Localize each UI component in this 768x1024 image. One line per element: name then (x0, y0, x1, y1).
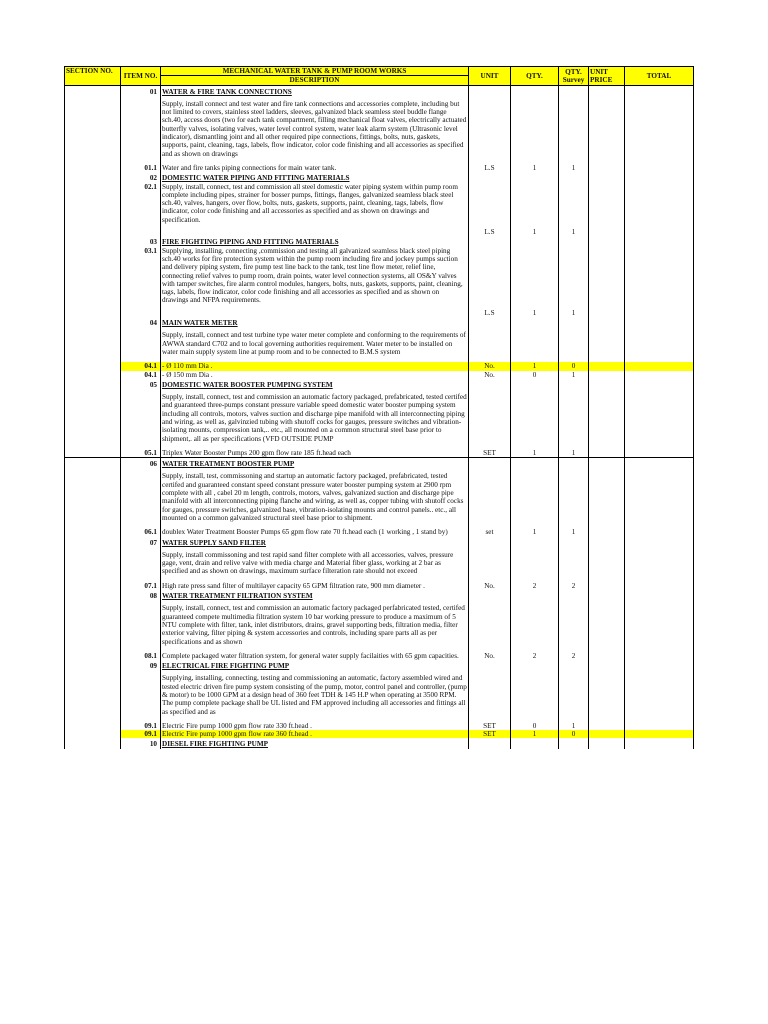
unit-cell: SET (469, 722, 511, 730)
unit-price-cell (589, 247, 625, 305)
qty-cell (511, 660, 559, 670)
item-title: ELECTRICAL FIRE FIGHTING PUMP (161, 660, 469, 670)
table-row (65, 670, 694, 721)
unit-cell (469, 236, 511, 246)
qty-survey-cell (559, 600, 589, 651)
item-no-cell: 06.1 (121, 528, 161, 536)
table-row (65, 224, 694, 236)
unit-price-cell (589, 582, 625, 590)
unit-cell (469, 327, 511, 362)
qty-survey-cell (559, 458, 589, 469)
item-no-cell (121, 389, 161, 449)
qty-cell (511, 389, 559, 449)
table-row (65, 458, 694, 469)
unit-price-cell (589, 537, 625, 547)
item-title: FIRE FIGHTING PIPING AND FITTING MATERIALS (161, 236, 469, 246)
unit-cell: L.S (469, 164, 511, 172)
item-description: Supply, install, test, commissoning and startup an automatic factory packaged, prefabricated, tested certifed and guaranteed constant speed constant pressure water booster pumping system at 2900 rpm complete with all , cabel 20 m length, controls, motors, valves, galvanized suction and discharge pipe manifold with all interconnecting piping flanche and wiring, as well as, copper tubing with shutoff cocks for gauges, pressure switches, galvanized base, vibration-isolating mounts and control panels.. etc., all mounted on a common galvanized structural steel base prior to shipment. (161, 468, 469, 528)
item-no-cell: 01.1 (121, 164, 161, 172)
item-description: Triplex Water Booster Pumps 200 gpm flow rate 185 ft.head each (161, 449, 469, 458)
item-no-cell: 08.1 (121, 652, 161, 660)
table-row (65, 362, 694, 370)
qty-cell (511, 96, 559, 164)
unit-price-cell (589, 449, 625, 458)
table-row (65, 371, 694, 379)
qty-survey-cell (559, 327, 589, 362)
qty-cell: 1 (511, 730, 559, 738)
item-no-cell: 07 (121, 537, 161, 547)
total-cell (625, 183, 694, 224)
qty-cell (511, 590, 559, 600)
item-description: Supply, install connect and test water and fire tank connections and accessories complete, including but not limited to covers, stainless steel ladders, sleeves, galvanized black seamless steel buddle flange sch.40, access doors (two for each tank compartment, filling mechanical float valves, electrically actuated butterfly valves, isolating valves, water level control system, water leak alarm system (Ultrasonic level indicator), dismantling joint and all other required pipe connections, fittings, bolts, nuts, gaskets, supports, paint, cleaning, tags, labels, flow indicator, color code finishing and all accessories as specified and as shown on drawings (161, 96, 469, 164)
item-no-cell: 05 (121, 379, 161, 389)
section-cell (65, 362, 121, 370)
total-cell (625, 236, 694, 246)
item-no-cell: 07.1 (121, 582, 161, 590)
section-cell (65, 537, 121, 547)
table-row (65, 96, 694, 164)
table-row (65, 327, 694, 362)
total-cell (625, 172, 694, 182)
unit-cell (469, 183, 511, 224)
qty-cell: 0 (511, 371, 559, 379)
item-title: WATER & FIRE TANK CONNECTIONS (161, 85, 469, 96)
item-description: - Ø 110 mm Dia . (161, 362, 469, 370)
unit-cell: No. (469, 371, 511, 379)
qty-survey-cell (559, 590, 589, 600)
qty-cell (511, 537, 559, 547)
qty-survey-cell (559, 468, 589, 528)
total-header: TOTAL (625, 67, 694, 86)
item-description: Supply, install, connect, test and commission all steel domestic water piping system within pump room complete including pipes, strainer for bosser pumps, fittings, flanges, galvanized seamless black steel sch.40, valves, hangers, over flow, bolts, nuts, gaskets, supports, paint, cleaning, tags, labels, flow indicator, color code finishing and all accessories as specified and as shown on drawings and specification. (161, 183, 469, 224)
unit-cell: No. (469, 652, 511, 660)
item-title: DOMESTIC WATER BOOSTER PUMPING SYSTEM (161, 379, 469, 389)
item-no-header: ITEM NO. (121, 67, 161, 86)
unit-price-cell (589, 164, 625, 172)
qty-survey-cell (559, 85, 589, 96)
total-cell (625, 537, 694, 547)
section-no-header: SECTION NO. (65, 67, 121, 86)
unit-cell (469, 738, 511, 748)
table-row (65, 449, 694, 458)
unit-price-cell (589, 172, 625, 182)
qty-cell: 1 (511, 528, 559, 536)
item-no-cell: 10 (121, 738, 161, 748)
item-no-cell: 08 (121, 590, 161, 600)
item-description: doublex Water Treatment Booster Pumps 65 gpm flow rate 70 ft.head each (1 working , 1 stand by) (161, 528, 469, 536)
item-no-cell: 04.1 (121, 362, 161, 370)
item-description: High rate press sand filter of multilayer capacity 65 GPM filtration rate, 900 mm diameter . (161, 582, 469, 590)
unit-cell: L.S (469, 305, 511, 317)
total-cell (625, 528, 694, 536)
qty-survey-cell (559, 317, 589, 327)
section-cell (65, 327, 121, 362)
section-cell (65, 670, 121, 721)
unit-price-cell (589, 722, 625, 730)
table-row (65, 317, 694, 327)
qty-survey-cell: 1 (559, 164, 589, 172)
qty-survey-cell (559, 738, 589, 748)
table-row (65, 379, 694, 389)
total-cell (625, 600, 694, 651)
section-cell (65, 305, 121, 317)
description-header: DESCRIPTION (161, 76, 469, 85)
qty-cell (511, 172, 559, 182)
total-cell (625, 660, 694, 670)
unit-price-cell (589, 379, 625, 389)
item-no-cell: 09.1 (121, 722, 161, 730)
item-title: WATER TREATMENT BOOSTER PUMP (161, 458, 469, 469)
qty-survey-cell (559, 389, 589, 449)
unit-cell (469, 379, 511, 389)
qty-cell (511, 247, 559, 305)
unit-price-cell (589, 652, 625, 660)
total-cell (625, 458, 694, 469)
table-row (65, 85, 694, 96)
item-no-cell (121, 600, 161, 651)
qty-cell (511, 85, 559, 96)
section-cell (65, 224, 121, 236)
total-cell (625, 389, 694, 449)
total-cell (625, 468, 694, 528)
unit-cell (469, 96, 511, 164)
item-no-cell: 05.1 (121, 449, 161, 458)
qty-survey-cell (559, 660, 589, 670)
table-body (65, 85, 694, 749)
qty-survey-cell (559, 247, 589, 305)
unit-cell (469, 670, 511, 721)
qty-header: QTY. (511, 67, 559, 86)
unit-price-header: UNIT PRICE (589, 67, 625, 86)
item-no-cell (121, 327, 161, 362)
item-no-cell: 03 (121, 236, 161, 246)
qty-survey-cell: 1 (559, 305, 589, 317)
unit-price-cell (589, 96, 625, 164)
section-cell (65, 85, 121, 96)
unit-cell (469, 389, 511, 449)
boq-table (64, 66, 694, 749)
total-cell (625, 582, 694, 590)
unit-price-cell (589, 362, 625, 370)
item-no-cell: 01 (121, 85, 161, 96)
qty-survey-cell: 1 (559, 722, 589, 730)
section-cell (65, 317, 121, 327)
unit-cell: L.S (469, 224, 511, 236)
table-row (65, 738, 694, 748)
section-cell (65, 164, 121, 172)
section-cell (65, 660, 121, 670)
section-cell (65, 600, 121, 651)
qty-cell (511, 600, 559, 651)
table-row (65, 660, 694, 670)
item-no-cell (121, 96, 161, 164)
total-cell (625, 327, 694, 362)
unit-cell: No. (469, 582, 511, 590)
section-cell (65, 590, 121, 600)
unit-cell: set (469, 528, 511, 536)
unit-cell (469, 247, 511, 305)
item-title: WATER TREATMENT FILTRATION SYSTEM (161, 590, 469, 600)
qty-cell: 2 (511, 582, 559, 590)
section-cell (65, 247, 121, 305)
section-cell (65, 722, 121, 730)
item-no-cell (121, 547, 161, 582)
total-cell (625, 362, 694, 370)
total-cell (625, 738, 694, 748)
qty-survey-cell: 1 (559, 224, 589, 236)
total-cell (625, 670, 694, 721)
item-description (161, 224, 469, 236)
unit-cell (469, 317, 511, 327)
qty-survey-cell (559, 183, 589, 224)
qty-survey-cell (559, 172, 589, 182)
unit-cell: SET (469, 449, 511, 458)
section-cell (65, 730, 121, 738)
qty-cell: 2 (511, 652, 559, 660)
unit-price-cell (589, 528, 625, 536)
table-row (65, 468, 694, 528)
table-row (65, 172, 694, 182)
section-cell (65, 371, 121, 379)
qty-survey-cell (559, 236, 589, 246)
unit-price-cell (589, 224, 625, 236)
qty-cell (511, 468, 559, 528)
qty-cell (511, 738, 559, 748)
unit-price-cell (589, 547, 625, 582)
item-no-cell (121, 468, 161, 528)
item-description: Supply, install, connect, test and commission an automatic factory packaged perfabricated tested, certifed guaranteed compete multimedia filtration system 10 bar working pressure to produce a maximum of 5 NTU complete with filter, tank, inlet distributors, drains, gravel supporting beds, filtration media, filter exterior valving, filter piping & system accessories and controls, including spare parts all as per specifications and as shown (161, 600, 469, 651)
unit-cell (469, 537, 511, 547)
item-no-cell (121, 305, 161, 317)
item-no-cell: 09 (121, 660, 161, 670)
table-row (65, 652, 694, 660)
item-description: Supplying, installing, connecting, testing and commissioning an automatic, factory assembled wired and tested electric driven fire pump system consisting of the pump, motor, control panel and controller, (pump & motor) to be 1000 GPM at a design head of 360 feet TDH & 145 H.P when operating at 3500 RPM. The pump complete package shall be UL listed and FM approved including all accessories and fittings all as specified and as (161, 670, 469, 721)
section-cell (65, 96, 121, 164)
table-row (65, 183, 694, 224)
qty-cell (511, 183, 559, 224)
unit-cell (469, 468, 511, 528)
item-no-cell: 02.1 (121, 183, 161, 224)
section-cell (65, 458, 121, 469)
section-cell (65, 449, 121, 458)
unit-cell: SET (469, 730, 511, 738)
item-description: Electric Fire pump 1000 gpm flow rate 330 ft.head . (161, 722, 469, 730)
unit-price-cell (589, 468, 625, 528)
item-no-cell: 09.1 (121, 730, 161, 738)
qty-cell: 0 (511, 722, 559, 730)
unit-price-cell (589, 458, 625, 469)
unit-price-cell (589, 85, 625, 96)
section-cell (65, 468, 121, 528)
item-description: Complete packaged water filtration system, for general water supply facilaities with 65 gpm capacities. (161, 652, 469, 660)
total-cell (625, 305, 694, 317)
total-cell (625, 96, 694, 164)
unit-price-cell (589, 183, 625, 224)
qty-survey-cell: 0 (559, 730, 589, 738)
table-row (65, 582, 694, 590)
section-cell (65, 389, 121, 449)
section-cell (65, 236, 121, 246)
item-description: Water and fire tanks piping connections for main water tank. (161, 164, 469, 172)
unit-cell (469, 458, 511, 469)
qty-survey-cell: 2 (559, 652, 589, 660)
total-cell (625, 317, 694, 327)
total-cell (625, 247, 694, 305)
table-row (65, 547, 694, 582)
item-title: MAIN WATER METER (161, 317, 469, 327)
item-title: DIESEL FIRE FIGHTING PUMP (161, 738, 469, 748)
unit-cell (469, 172, 511, 182)
unit-cell (469, 600, 511, 651)
table-row (65, 722, 694, 730)
qty-survey-cell (559, 670, 589, 721)
total-cell (625, 224, 694, 236)
qty-cell: 1 (511, 305, 559, 317)
qty-survey-cell: 0 (559, 362, 589, 370)
qty-survey-cell: 1 (559, 528, 589, 536)
total-cell (625, 590, 694, 600)
qty-survey-cell (559, 96, 589, 164)
section-cell (65, 547, 121, 582)
section-cell (65, 652, 121, 660)
total-cell (625, 371, 694, 379)
unit-price-cell (589, 327, 625, 362)
qty-cell (511, 327, 559, 362)
table-row (65, 590, 694, 600)
total-cell (625, 164, 694, 172)
qty-cell: 1 (511, 362, 559, 370)
unit-price-cell (589, 371, 625, 379)
table-row (65, 389, 694, 449)
table-row (65, 247, 694, 305)
total-cell (625, 379, 694, 389)
qty-survey-cell: 1 (559, 449, 589, 458)
item-no-cell (121, 224, 161, 236)
qty-cell (511, 379, 559, 389)
header-row-1 (65, 67, 694, 76)
qty-survey-cell: 1 (559, 371, 589, 379)
qty-cell (511, 317, 559, 327)
section-cell (65, 183, 121, 224)
item-title: WATER SUPPLY SAND FILTER (161, 537, 469, 547)
works-title: MECHANICAL WATER TANK & PUMP ROOM WORKS (161, 67, 469, 76)
item-description: Supply, install commissoning and test rapid sand filter complete with all accessories, valves, pressure gage, vent, drain and relive valve with media charge and Material fiber glass, working at 2 bar as specified and as shown on drawings, maximum surface filteration rate should not exceed (161, 547, 469, 582)
unit-cell (469, 660, 511, 670)
unit-price-cell (589, 660, 625, 670)
item-no-cell: 06 (121, 458, 161, 469)
unit-price-cell (589, 738, 625, 748)
unit-cell: No. (469, 362, 511, 370)
unit-price-cell (589, 236, 625, 246)
qty-cell: 1 (511, 164, 559, 172)
section-cell (65, 582, 121, 590)
unit-price-cell (589, 600, 625, 651)
unit-cell (469, 547, 511, 582)
unit-price-cell (589, 317, 625, 327)
section-cell (65, 379, 121, 389)
unit-price-cell (589, 305, 625, 317)
item-description: Supply, install, connect, test and commission an automatic factory packaged, prefabricated, tested certifed and guaranteed three-pumps constant pressure variable speed domestic water booster pumping system including all controls, motors, valves suction and discharge pipe manifold with all interconnecting piping and wiring, as well as, galvinzied tubing with shutoff cocks for gauges, pressure switches and vibration-isolating mounts, compression tank,.. etc., all mounted on a common structural steel base prior to shipment,. all as per specifications (VFD OUTSIDE PUMP (161, 389, 469, 449)
qty-cell (511, 547, 559, 582)
qty-survey-cell (559, 547, 589, 582)
qty-survey-cell: 2 (559, 582, 589, 590)
item-title: DOMESTIC WATER PIPING AND FITTING MATERIALS (161, 172, 469, 182)
table-row (65, 528, 694, 536)
item-description: Supply, install, connect and test turbine type water meter complete and conforming to the requirements of AWWA standard C702 and to local governing authorities requirement. Water meter to be installed on water main supply system line at pump room and to be connected to B.M.S system (161, 327, 469, 362)
qty-survey-cell (559, 379, 589, 389)
item-no-cell: 04 (121, 317, 161, 327)
item-no-cell: 03.1 (121, 247, 161, 305)
unit-price-cell (589, 590, 625, 600)
unit-cell (469, 85, 511, 96)
qty-cell: 1 (511, 449, 559, 458)
qty-cell: 1 (511, 224, 559, 236)
total-cell (625, 730, 694, 738)
table-row (65, 600, 694, 651)
total-cell (625, 547, 694, 582)
unit-price-cell (589, 730, 625, 738)
item-description (161, 305, 469, 317)
item-description: - Ø 150 mm Dia . (161, 371, 469, 379)
section-cell (65, 172, 121, 182)
table-row (65, 236, 694, 246)
unit-price-cell (589, 389, 625, 449)
boq-sheet (64, 66, 693, 749)
qty-survey-cell (559, 537, 589, 547)
item-description: Supplying, installing, connecting ,commission and testing all galvanized seamless black steel piping sch.40 works for fire protection system within the pump room including fire and jockey pumps suction and delivery piping system, fire pump test line back to the tank, test line flow meter, relief line, connecting relief valves to pump room, drain points, water level connection systems, all OS&Y valves with tamper switches, fire alarm control modules, hangers, bolts, nuts, gaskets, supports, paint, cleaning, tags, labels, flow indicator, color code finishing and all accessories as specified and as shown on drawings and NFPA requirements. (161, 247, 469, 305)
total-cell (625, 722, 694, 730)
table-row (65, 164, 694, 172)
unit-header: UNIT (469, 67, 511, 86)
qty-survey-header: QTY. Survey (559, 67, 589, 86)
total-cell (625, 652, 694, 660)
table-row (65, 730, 694, 738)
total-cell (625, 85, 694, 96)
total-cell (625, 449, 694, 458)
item-description: Electric Fire pump 1000 gpm flow rate 360 ft.head . (161, 730, 469, 738)
section-cell (65, 738, 121, 748)
item-no-cell (121, 670, 161, 721)
qty-cell (511, 458, 559, 469)
section-cell (65, 528, 121, 536)
item-no-cell: 04.1 (121, 371, 161, 379)
qty-cell (511, 670, 559, 721)
qty-cell (511, 236, 559, 246)
item-no-cell: 02 (121, 172, 161, 182)
table-row (65, 305, 694, 317)
unit-cell (469, 590, 511, 600)
table-row (65, 537, 694, 547)
unit-price-cell (589, 670, 625, 721)
